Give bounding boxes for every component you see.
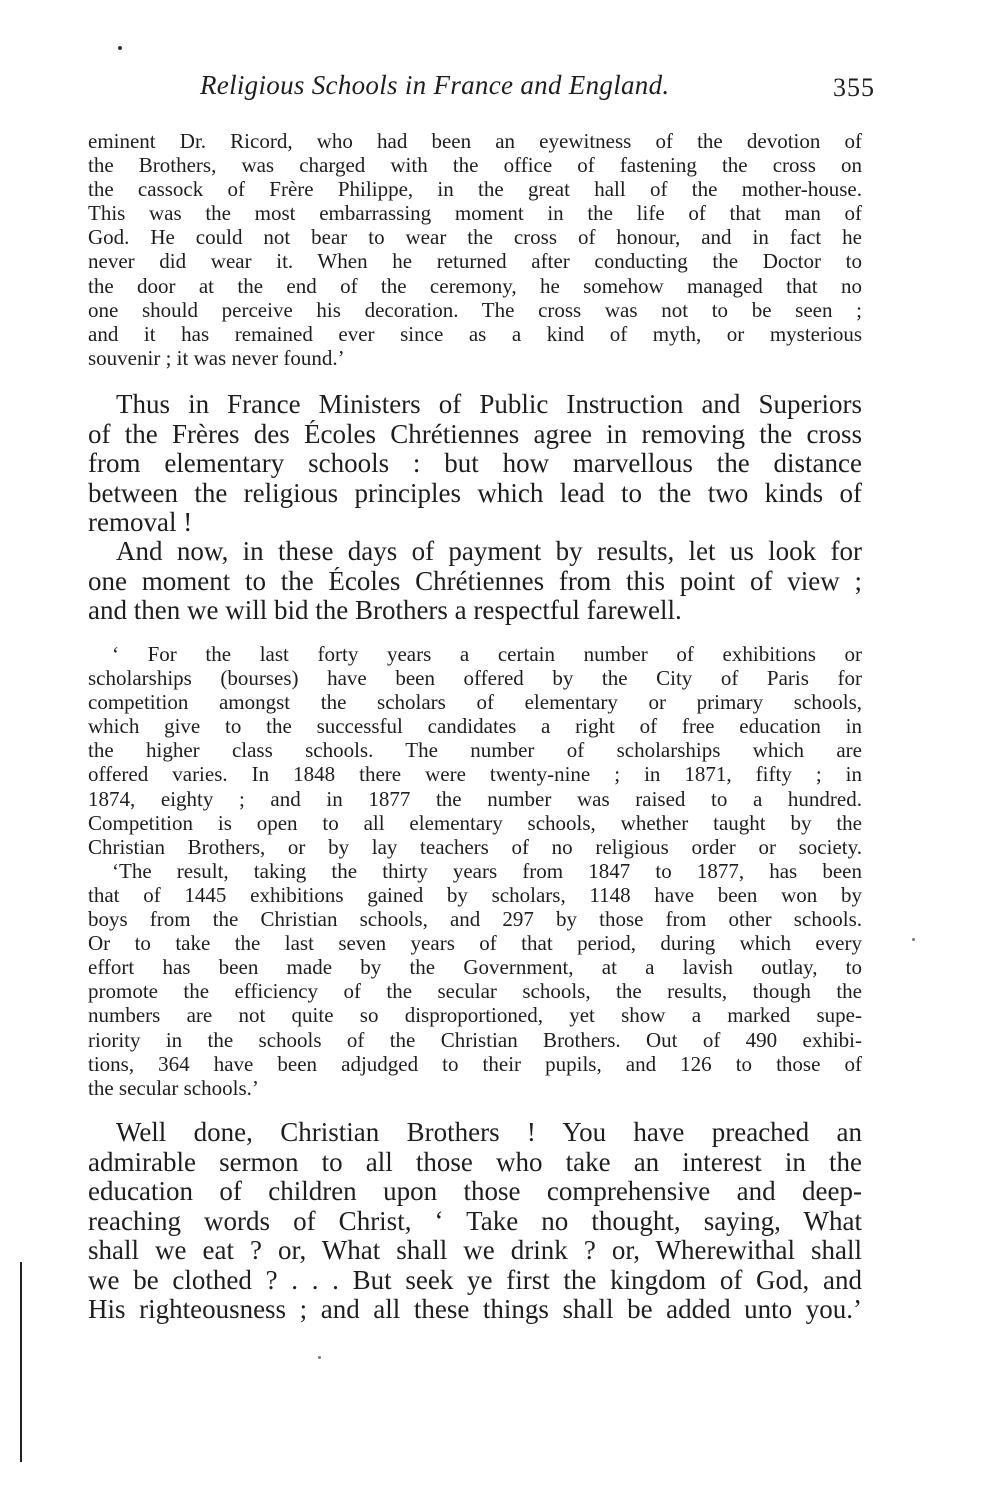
text-line: we be clothed ? . . . But seek ye first the kingdom of God, and: [88, 1265, 862, 1295]
text-line: 1874, eighty ; and in 1877 the number was raised to a hundred.: [88, 786, 862, 811]
text-line: shall we eat ? or, What shall we drink ? or, Wherewithal shall: [88, 1236, 862, 1265]
paragraph-payment-by-results: [88, 537, 862, 626]
paragraph-removing-cross: [88, 390, 862, 538]
text-line: the door at the end of the ceremony, he somehow managed that no: [88, 273, 862, 298]
paragraph-well-done: [88, 1118, 862, 1325]
text-line: never did wear it. When he returned after conducting the Doctor to: [88, 249, 862, 274]
text-line: numbers are not quite so disproportioned, yet show a marked supe-: [88, 1003, 862, 1028]
text-line: God. He could not bear to wear the cross of honour, and in fact he: [88, 225, 862, 250]
text-line: ‘ For the last forty years a certain number of exhibitions or: [112, 642, 862, 666]
text-line: Christian Brothers, or by lay teachers of no religious order or society.: [88, 834, 862, 859]
text-line: the Brothers, was charged with the office of fastening the cross on: [88, 153, 862, 178]
text-line: riority in the schools of the Christian Brothers. Out of 490 exhibi-: [88, 1027, 862, 1052]
text-line: one moment to the Écoles Chrétiennes from this point of view ;: [88, 566, 862, 596]
ink-speck: [912, 938, 915, 941]
text-line: effort has been made by the Government, at a lavish outlay, to: [88, 955, 862, 980]
text-line: Well done, Christian Brothers ! You have preached an: [116, 1118, 862, 1147]
text-line: ‘The result, taking the thirty years from 1847 to 1877, has been: [112, 858, 862, 883]
running-title: Religious Schools in France and England.: [200, 70, 670, 100]
text-line: admirable sermon to all those who take an interest in the: [88, 1147, 862, 1177]
text-line: of the Frères des Écoles Chrétiennes agree in removing the cross: [88, 419, 862, 449]
text-line: Thus in France Ministers of Public Instruction and Superiors: [116, 390, 862, 419]
ink-speck: [318, 1356, 321, 1359]
text-line: scholarships (bourses) have been offered by the City of Paris for: [88, 666, 862, 691]
text-line: removal !: [88, 508, 193, 537]
text-line: between the religious principles which lead to the two kinds of: [88, 478, 862, 508]
running-head: [90, 66, 875, 106]
text-line: And now, in these days of payment by results, let us look for: [116, 537, 862, 566]
text-line: the higher class schools. The number of scholarships which are: [88, 738, 862, 763]
scholarship-quote: [88, 642, 862, 1100]
text-line: competition amongst the scholars of elementary or primary schools,: [88, 690, 862, 715]
text-line: from elementary schools : but how marvellous the distance: [88, 449, 862, 478]
page-number: 355: [833, 73, 875, 102]
text-line: that of 1445 exhibitions gained by scholars, 1148 have been won by: [88, 882, 862, 907]
text-line: reaching words of Christ, ‘ Take no thought, saying, What: [88, 1206, 862, 1236]
text-line: His righteousness ; and all these things shall be added unto you.’: [88, 1295, 862, 1324]
text-line: souvenir ; it was never found.’: [88, 345, 345, 370]
margin-rule: [20, 1262, 22, 1462]
text-line: tions, 364 have been adjudged to their pupils, and 126 to those of: [88, 1051, 862, 1076]
text-line: which give to the successful candidates a right of free education in: [88, 714, 862, 739]
text-line: offered varies. In 1848 there were twenty-nine ; in 1871, fifty ; in: [88, 762, 862, 787]
text-line: and it has remained ever since as a kind of myth, or mysterious: [88, 321, 862, 346]
ink-speck: [118, 46, 122, 50]
text-line: promote the efficiency of the secular schools, the results, though the: [88, 979, 862, 1004]
text-line: and then we will bid the Brothers a respectful farewell.: [88, 596, 682, 625]
text-line: eminent Dr. Ricord, who had been an eyewitness of the devotion of: [88, 129, 862, 153]
text-line: Competition is open to all elementary schools, whether taught by the: [88, 810, 862, 835]
text-line: Or to take the last seven years of that period, during which every: [88, 931, 862, 956]
text-line: one should perceive his decoration. The cross was not to be seen ;: [88, 297, 862, 322]
text-line: the cassock of Frère Philippe, in the great hall of the mother-house.: [88, 177, 862, 202]
text-line: boys from the Christian schools, and 297 by those from other schools.: [88, 907, 862, 932]
text-line: This was the most embarrassing moment in the life of that man of: [88, 201, 862, 226]
text-line: education of children upon those comprehensive and deep-: [88, 1177, 862, 1206]
text-line: the secular schools.’: [88, 1075, 259, 1100]
quote-continuation: [88, 129, 862, 370]
